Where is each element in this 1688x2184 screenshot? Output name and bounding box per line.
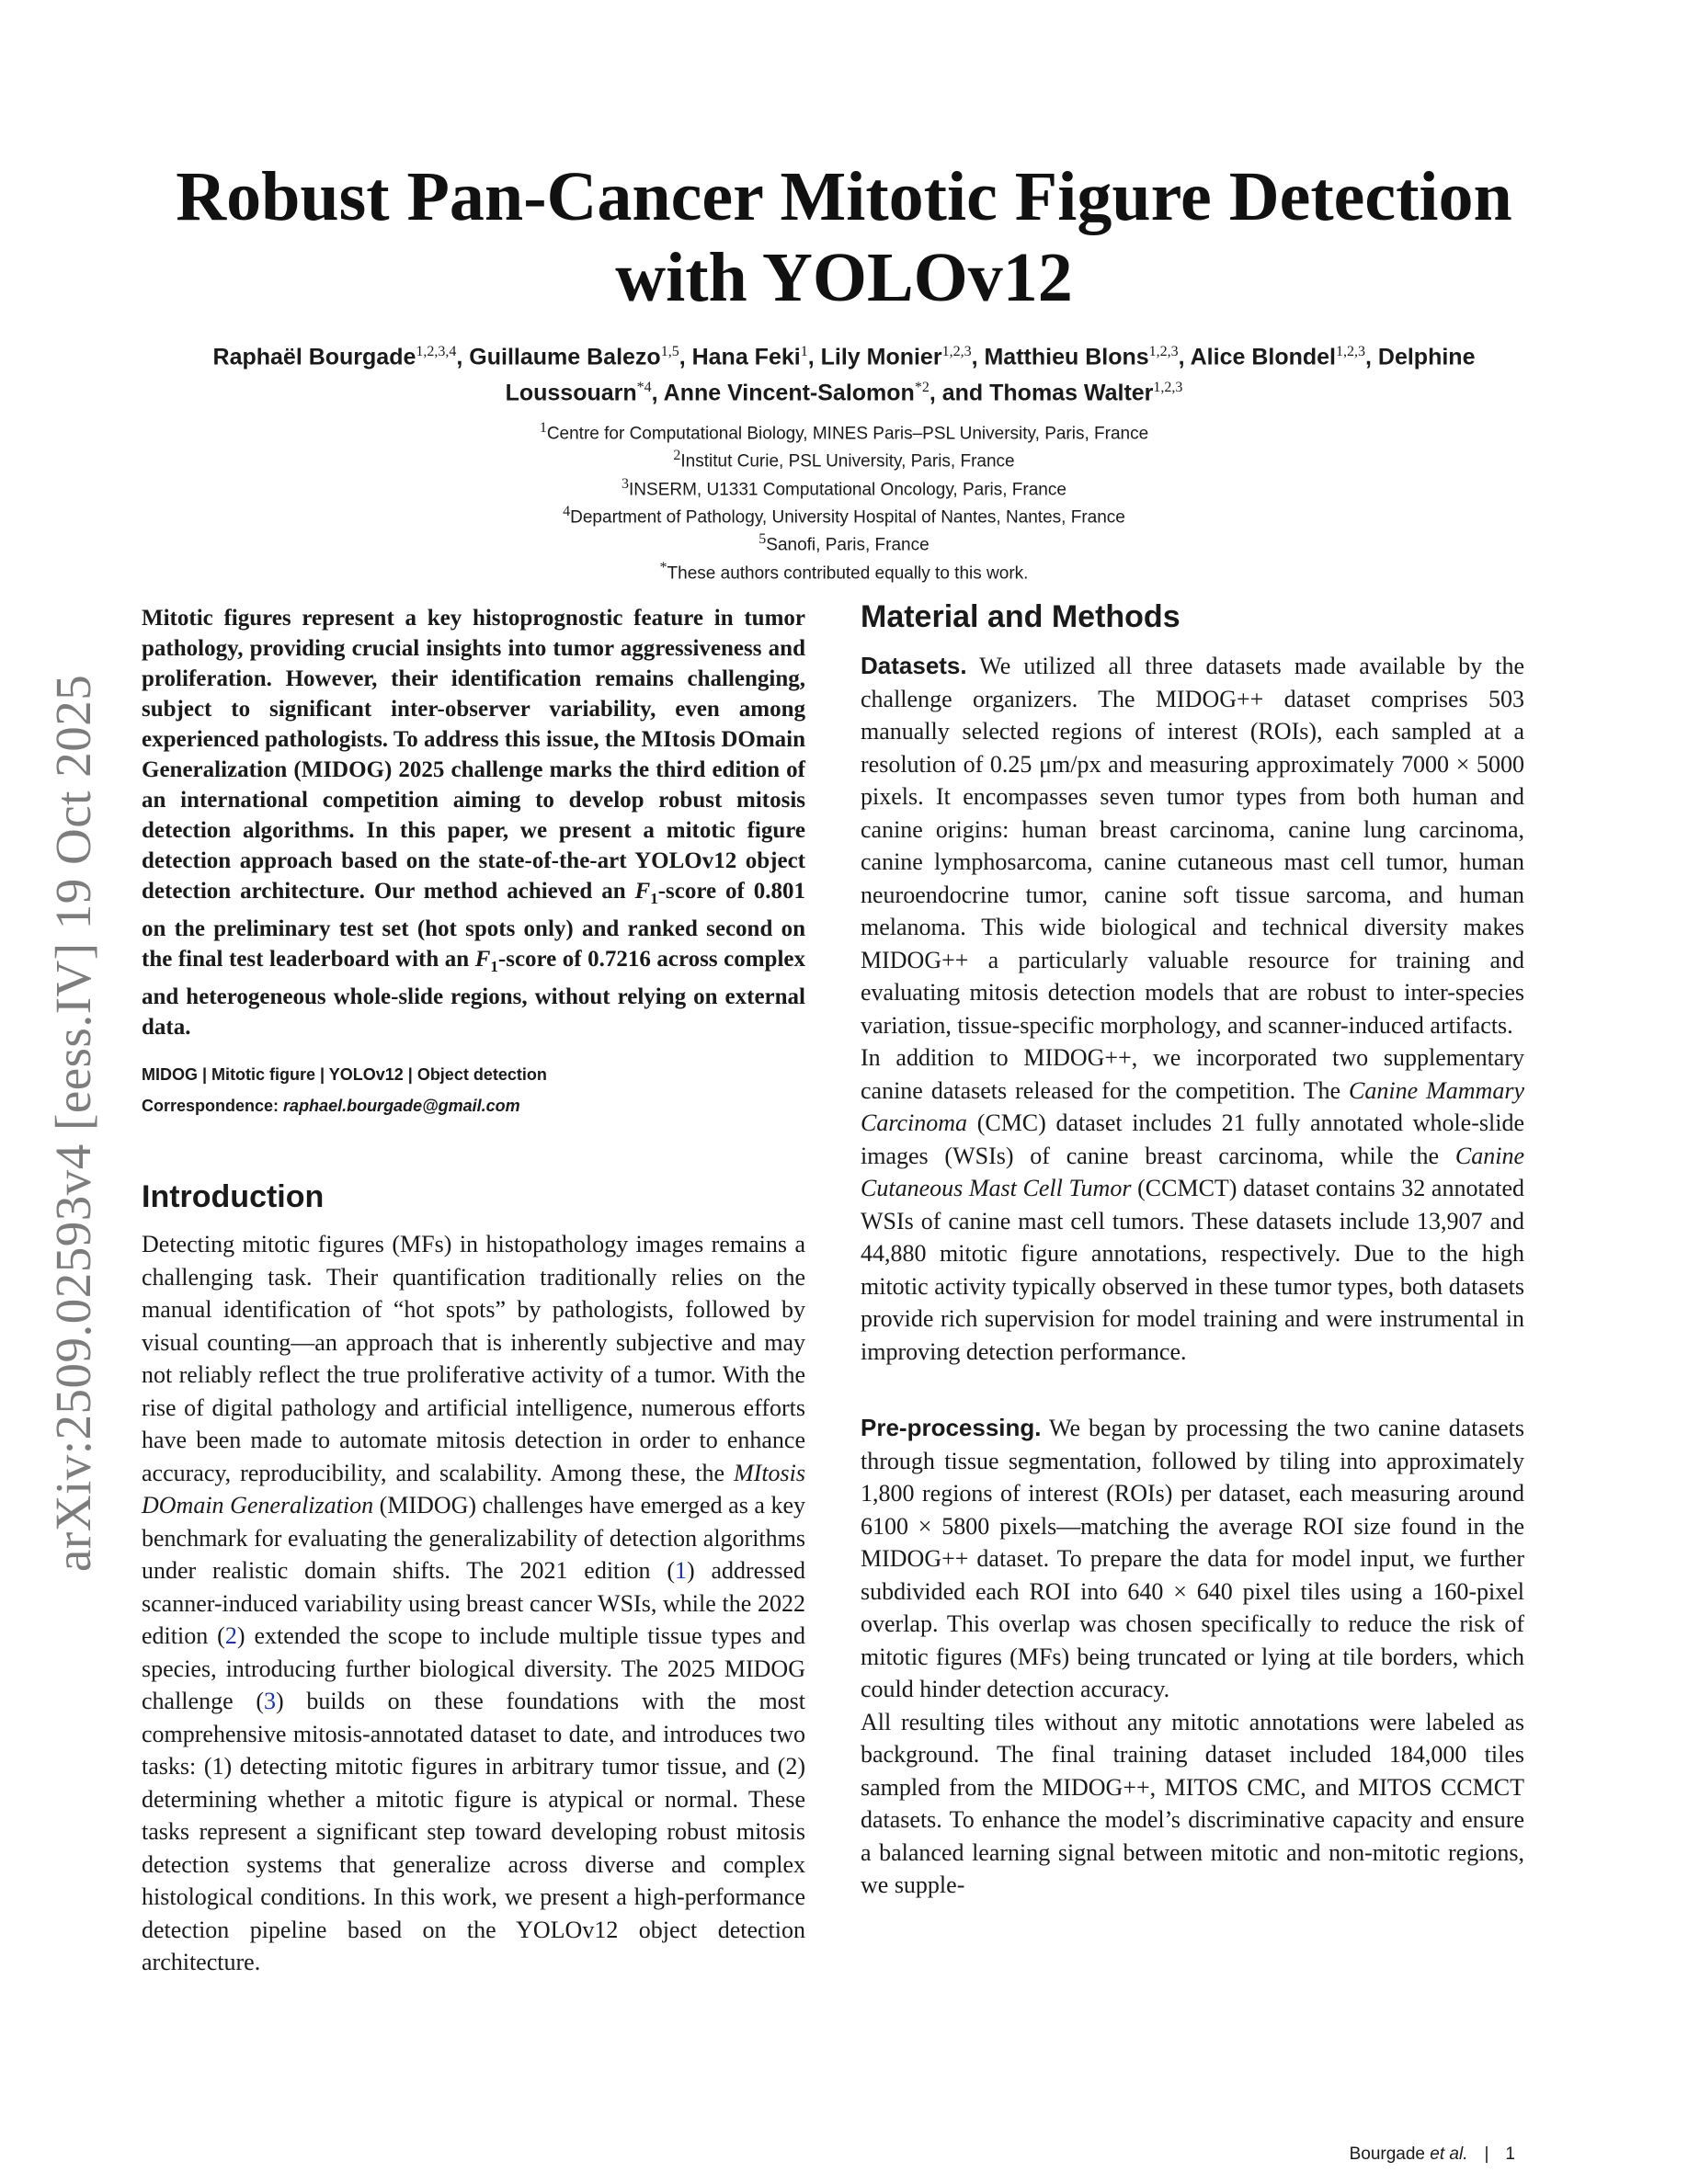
author-affiliation-marker: 1,2,3	[1148, 344, 1179, 359]
author-affiliation-marker: *2	[914, 380, 930, 396]
affiliation-marker: 3	[622, 475, 630, 492]
footer-author: Bourgade	[1349, 2144, 1425, 2164]
citation-link-1[interactable]: 1	[674, 1557, 687, 1584]
preprocessing-text: We began by processing the two canine datasets through tissue segmentation, followed by tiling into approximately 1,800 regions of interest (ROIs) per dataset, each measuring around 6100 × 5800 pixels—matching the average ROI size found in the MIDOG++ dataset. To prepare the data for model input, we further subdivided each ROI into 640 × 640 pixel tiles using a 160-pixel overlap. This overlap was chosen specifically to reduce the risk of mitotic figures (MFs) being truncated or lying at tile borders, which could hinder detection accuracy.	[861, 1415, 1524, 1702]
datasets-text: We utilized all three datasets made available by the challenge organizers. The MIDOG++ dataset comprises 503 manually selected regions of interest (ROIs), each sampled at a resolution of 0.25 μm/px and measuring approximately 7000 × 5000 pixels. It encompasses seven tumor types from both human and canine origins: human breast carcinoma, canine lung carcinoma, canine lymphosarcoma, canine cutaneous mast cell tumor, human neuroendocrine tumor, canine soft tissue sarcoma, and human melanoma. This wide biological and technical diversity makes MIDOG++ a particularly valuable resource for training and evaluating mitosis detection models that are robust to inter-species variation, tissue-specific morphology, and scanner-induced artifacts.	[861, 653, 1524, 1039]
methods-heading: Material and Methods	[861, 599, 1180, 634]
author-separator: ,	[971, 344, 985, 370]
author-separator: ,	[1365, 344, 1378, 370]
author-separator: ,	[456, 344, 470, 370]
f1-subscript: 1	[490, 958, 498, 975]
datasets-text: (CMC) dataset includes 21 fully annotated whole-slide images (WSIs) of canine breast carcinoma, while the	[861, 1109, 1524, 1169]
author-name: Guillaume Balezo	[469, 344, 661, 370]
author-name: Delphine Loussouarn	[505, 344, 1476, 406]
author-name: Anne Vincent-Salomon	[663, 380, 915, 406]
right-column	[861, 598, 1524, 1902]
abstract	[142, 603, 805, 1042]
affiliation-text: These authors contributed equally to this work.	[667, 563, 1029, 583]
citation-link-2[interactable]: 2	[224, 1622, 237, 1649]
abstract-text-1: Mitotic figures represent a key histoprognostic feature in tumor pathology, providing crucial insights into tumor aggressiveness and proliferation. However, their identification remains challenging, subject to significant inter-observer variability, even among experienced pathologists. To address this issue, the MItosis DOmain Generalization (MIDOG) 2025 challenge marks the third edition of an international competition aiming to develop robust mitosis detection algorithms. In this paper, we present a mitotic figure detection approach based on the state-of-the-art YOLOv12 object detection architecture. Our method achieved an	[142, 606, 805, 904]
footer-etal: et al.	[1430, 2144, 1468, 2164]
affiliation	[276, 529, 1412, 556]
affiliation-marker: 2	[673, 448, 681, 464]
intro-italic: MItosis DOmain Generalization	[142, 1459, 805, 1519]
intro-text: ) builds on these foundations with the most comprehensive mitosis-annotated dataset to date, and introduces two tasks: (1) detecting mitotic figures in arbitrary tumor tissue, and (2) determining whether a mitotic figure is atypical or normal. These tasks represent a significant step toward developing robust mitosis detection systems that generalize across diverse and complex histological conditions. In this work, we present a high-performance detection pipeline based on the YOLOv12 object detection architecture.	[142, 1688, 806, 1975]
affiliation-text: INSERM, U1331 Computational Oncology, Paris, France	[629, 479, 1066, 499]
arxiv-identifier: arXiv:2509.02593v4 [eess.IV] 19 Oct 2025	[45, 674, 101, 1572]
f1-symbol: F	[634, 879, 651, 904]
f1-symbol: F	[474, 947, 491, 972]
correspondence-email[interactable]: raphael.bourgade@gmail.com	[283, 1097, 520, 1115]
affiliation-marker: 4	[563, 503, 571, 519]
author-separator: , and	[929, 380, 990, 406]
page-number: 1	[1505, 2144, 1515, 2164]
author-affiliation-marker: 1,2,3	[1153, 380, 1183, 396]
abstract-text-3: -score of 0.7216 across complex and heterogeneous whole-slide regions, without relying on external data.	[142, 947, 805, 1040]
datasets-text: (CCMCT) dataset contains 32 annotated WSIs of canine mast cell tumors. These datasets include 13,907 and 44,880 mitotic figure annotations, respectively. Due to the high mitotic activity typically observed in these tumor types, both datasets provide rich supervision for model training and were instrumental in improving detection performance.	[861, 1175, 1524, 1365]
author-affiliation-marker: 1,2,3,4	[416, 344, 457, 359]
intro-text: ) extended the scope to include multiple tissue types and species, introducing further biological diversity. The 2025 MIDOG challenge (	[142, 1622, 805, 1714]
introduction-heading: Introduction	[142, 1179, 325, 1214]
affiliation	[276, 473, 1412, 501]
affiliation-text: Centre for Computational Biology, MINES Paris–PSL University, Paris, France	[546, 424, 1149, 444]
datasets-paragraph-2	[861, 1041, 1524, 1368]
correspondence-label: Correspondence:	[142, 1097, 279, 1115]
datasets-italic: Canine Cutaneous Mast Cell Tumor	[861, 1142, 1524, 1201]
keywords: MIDOG | Mitotic figure | YOLOv12 | Object detection	[142, 1065, 547, 1084]
affiliation-list	[276, 417, 1412, 585]
paper-title	[129, 156, 1559, 318]
introduction-paragraph	[142, 1228, 805, 1979]
preprocessing-label: Pre-processing.	[861, 1414, 1042, 1441]
affiliation	[276, 501, 1412, 529]
affiliation-text: Institut Curie, PSL University, Paris, France	[680, 451, 1015, 472]
preprocessing-paragraph-1	[861, 1412, 1524, 1706]
intro-text: (MIDOG) challenges have emerged as a key benchmark for evaluating the generalizability of detection algorithms under realistic domain shifts. The 2021 edition (	[142, 1492, 806, 1584]
footer-separator: |	[1484, 2144, 1489, 2164]
datasets-label: Datasets.	[861, 652, 967, 679]
affiliation-text: Sanofi, Paris, France	[766, 535, 930, 555]
author-name: Alice Blondel	[1190, 344, 1336, 370]
author-name: Thomas Walter	[989, 380, 1154, 406]
datasets-paragraph-1	[861, 650, 1524, 1041]
keywords-block	[142, 1059, 805, 1121]
intro-text: Detecting mitotic figures (MFs) in histopathology images remains a challenging task. Their quantification traditionally relies on the manual identification of “hot spots” by pathologists, followed by visual counting—an approach that is inherently subjective and may not reliably reflect the true proliferative activity of a tumor. With the rise of digital pathology and artificial intelligence, numerous efforts have been made to automate mitosis detection in order to enhance accuracy, reproducibility, and scalability. Among these, the	[142, 1231, 805, 1486]
affiliation	[276, 445, 1412, 472]
affiliation	[276, 557, 1412, 585]
author-affiliation-marker: *4	[636, 380, 652, 396]
author-affiliation-marker: 1,2,3	[941, 344, 972, 359]
author-affiliation-marker: 1,2,3	[1336, 344, 1365, 359]
datasets-text: In addition to MIDOG++, we incorporated two supplementary canine datasets released for the competition. The	[861, 1044, 1524, 1104]
preprocessing-paragraph-2: All resulting tiles without any mitotic annotations were labeled as background. The final training dataset included 184,000 tiles sampled from the MIDOG++, MITOS CMC, and MITOS CCMCT datasets. To enhance the model’s discriminative capacity and ensure a balanced learning signal between mitotic and non-mitotic regions, we supple-	[861, 1708, 1524, 1898]
abstract-text-2: -score of 0.801 on the preliminary test set (hot spots only) and ranked second on the final test leaderboard with an	[142, 879, 806, 972]
author-name: Lily Monier	[820, 344, 942, 370]
citation-link-3[interactable]: 3	[264, 1688, 276, 1714]
page-footer	[1350, 2144, 1515, 2166]
author-separator: ,	[651, 380, 664, 406]
datasets-italic: Canine Mammary Carcinoma	[861, 1076, 1524, 1136]
correspondence	[142, 1090, 805, 1121]
author-separator: ,	[807, 344, 821, 370]
author-affiliation-marker: 1	[800, 344, 808, 359]
author-separator: ,	[679, 344, 692, 370]
left-column	[142, 603, 805, 1979]
author-name: Matthieu Blons	[984, 344, 1149, 370]
affiliation	[276, 417, 1412, 445]
affiliation-text: Department of Pathology, University Hospital of Nantes, Nantes, France	[570, 507, 1125, 528]
author-list	[138, 336, 1550, 409]
intro-text: ) addressed scanner-induced variability using breast cancer WSIs, while the 2022 edition (	[142, 1557, 805, 1649]
author-name: Raphaël Bourgade	[212, 344, 416, 370]
f1-subscript: 1	[650, 890, 658, 907]
title-line-1: Robust Pan-Cancer Mitotic Figure Detection	[176, 158, 1512, 235]
affiliation-marker: 5	[758, 531, 767, 548]
affiliation-marker: 1	[539, 420, 547, 436]
author-affiliation-marker: 1,5	[660, 344, 679, 359]
author-separator: ,	[1178, 344, 1191, 370]
title-line-2: with YOLOv12	[615, 239, 1073, 316]
author-name: Hana Feki	[691, 344, 801, 370]
affiliation-marker: *	[659, 559, 667, 575]
